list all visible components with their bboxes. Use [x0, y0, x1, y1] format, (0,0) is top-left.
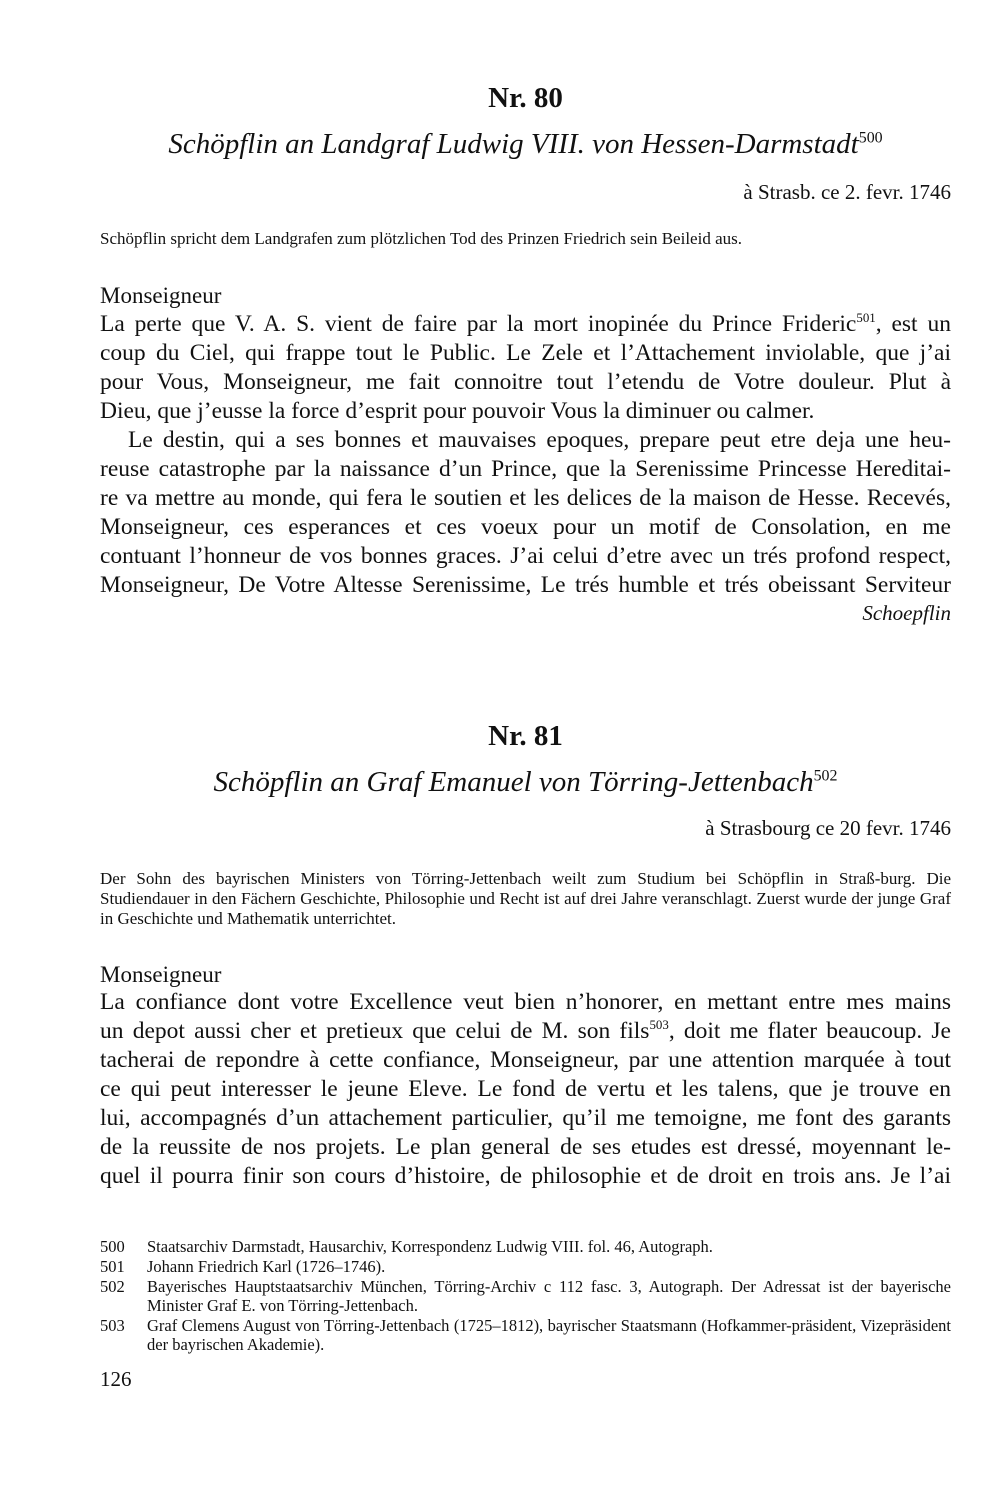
body-line: contuant l’honneur de vos bonnes graces. J’ai celui d’etre avec un trés profond respect,	[100, 543, 951, 569]
letter-81-date: à Strasbourg ce 20 fevr. 1746	[705, 816, 951, 840]
body-line: Monseigneur, De Votre Altesse Serenissime, Le trés humble et trés obeissant Serviteur	[100, 572, 951, 598]
footnote-ref-501: 501	[856, 310, 876, 326]
letter-81-summary: Der Sohn des bayrischen Ministers von Törring-Jettenbach weilt zum Studium bei Schöpflin in Straß-burg. Die Studiendauer in den Fächern Geschichte, Philosophie und Recht ist auf drei Jahre veranschlagt. Zuerst wurde der junge Graf in Geschichte und Mathematik unterrichtet.	[100, 869, 951, 928]
body-line: Dieu, que j’eusse la force d’esprit pour pouvoir Vous la diminuer ou calmer.	[100, 398, 815, 424]
footnote-ref-500: 500	[858, 129, 883, 147]
body-line: un depot aussi cher et pretieux que celui de M. son fils$^{503}$, doit me flater beaucoup. Je	[100, 1017, 951, 1044]
body-line: quel il pourra finir son cours d’histoire, de philosophie et de droit en trois ans. Je l’ai	[100, 1163, 951, 1189]
footnote-503: 503 Graf Clemens August von Törring-Jettenbach (1725–1812), bayrischer Staatsmann (Hofkammer-präsident, Vizepräsident der bayrischen Akademie).	[100, 1316, 951, 1354]
letter-80-date: à Strasb. ce 2. fevr. 1746	[743, 180, 951, 204]
body-line: Le destin, qui a ses bonnes et mauvaises epoques, prepare peut etre deja une heu-	[128, 427, 951, 453]
body-line: ce qui peut interesser le jeune Eleve. Le fond de vertu et les talens, que je trouve en	[100, 1076, 951, 1102]
letter-81-salutation: Monseigneur	[100, 962, 222, 987]
body-line: tacherai de repondre à cette confiance, Monseigneur, par une attention marquée à tout	[100, 1047, 951, 1073]
body-line: Monseigneur, ces esperances et ces voeux pour un motif de Consolation, en me	[100, 514, 951, 540]
body-line: coup du Ciel, qui frappe tout le Public. Le Zele et l’Attachement inviolable, que j’ai	[100, 340, 951, 366]
body-line: re va mettre au monde, qui fera le soutien et les delices de la maison de Hesse. Recevés,	[100, 485, 951, 511]
footnotes	[100, 1237, 951, 1355]
footnote-ref-503: 503	[649, 1017, 669, 1033]
letter-80-summary: Schöpflin spricht dem Landgrafen zum plötzlichen Tod des Prinzen Friedrich sein Beileid aus.	[100, 229, 742, 248]
body-line: de la reussite de nos projets. Le plan general de ses etudes est dressé, moyennant le-	[100, 1134, 951, 1160]
letter-81-title: Schöpflin an Graf Emanuel von Törring-Jettenbach$^{502}$	[213, 766, 838, 798]
letter-80-salutation: Monseigneur	[100, 283, 222, 308]
footnote-500: 500 Staatsarchiv Darmstadt, Hausarchiv, Korrespondenz Ludwig VIII. fol. 46, Autograph.	[100, 1237, 713, 1256]
footnote-502: 502 Bayerisches Hauptstaatsarchiv München, Törring-Archiv c 112 fasc. 3, Autograph. Der Adressat ist der bayerische Minister Graf E. von Törring-Jettenbach.	[100, 1277, 951, 1315]
body-line: La confiance dont votre Excellence veut bien n’honorer, en mettant entre mes mains	[100, 989, 951, 1015]
body-line: La perte que V. A. S. vient de faire par la mort inopinée du Prince Frideric$^{501}$, est un	[100, 310, 951, 337]
footnote-ref-502: 502	[813, 767, 838, 785]
body-line: pour Vous, Monseigneur, me fait connoitre tout l’etendu de Votre douleur. Plut à	[100, 369, 951, 395]
letter-80-number: Nr. 80	[488, 82, 563, 114]
letter-80-title: Schöpflin an Landgraf Ludwig VIII. von Hessen-Darmstadt$^{500}$	[168, 128, 883, 160]
letter-80-body	[100, 310, 951, 600]
footnote-501: 501 Johann Friedrich Karl (1726–1746).	[100, 1257, 386, 1276]
letter-81-body	[100, 988, 951, 1191]
page-number: 126	[100, 1367, 132, 1391]
body-line: reuse catastrophe par la naissance d’un Prince, que la Serenissime Princesse Hereditai-	[100, 456, 951, 482]
body-line: lui, accompagnés d’un attachement particulier, qu’il me temoigne, me font des garants	[100, 1105, 951, 1131]
letter-81-number: Nr. 81	[488, 720, 563, 752]
letter-80-signature: Schoepflin	[862, 601, 951, 625]
